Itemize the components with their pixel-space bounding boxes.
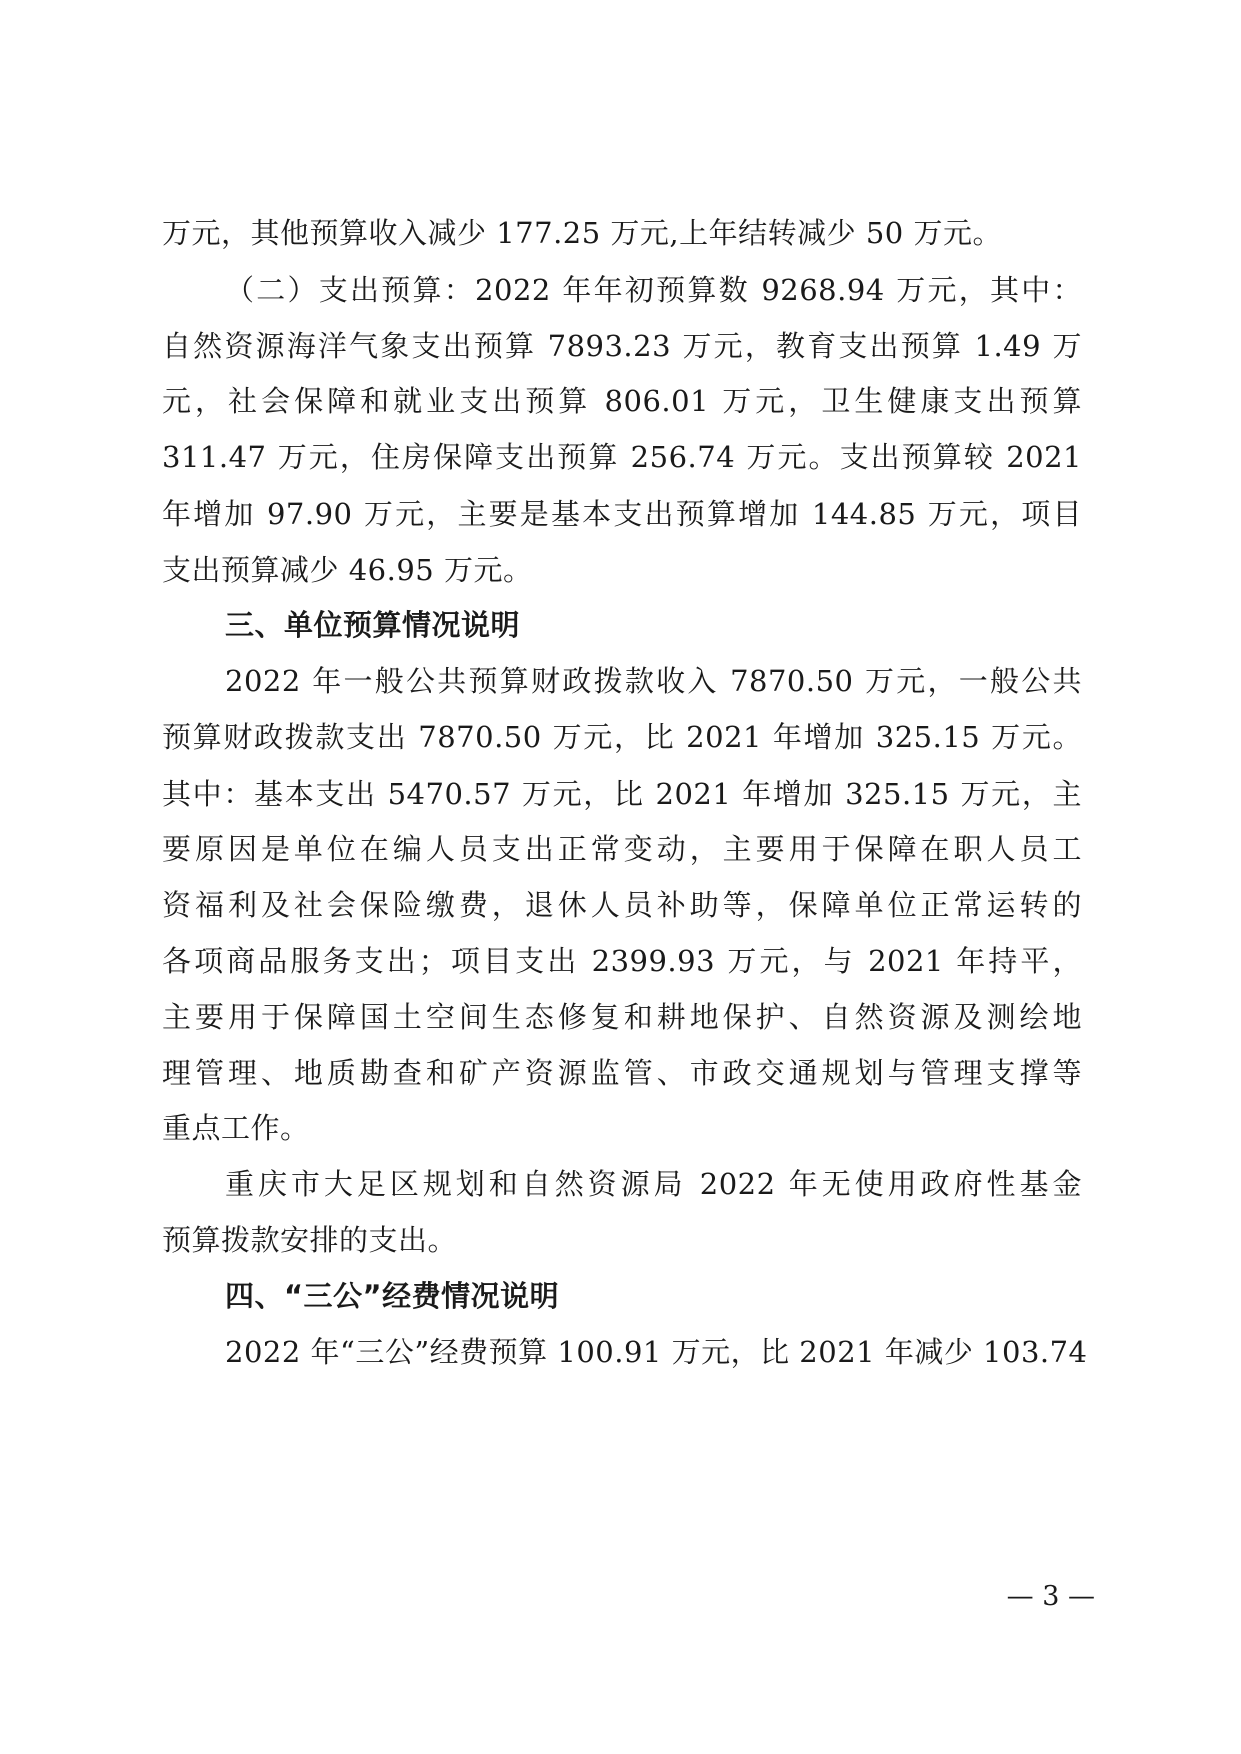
paragraph-line: 预算拨款安排的支出。 [162,1223,458,1257]
paragraph-line: 预算财政拨款支出 7870.50 万元，比 2021 年增加 325.15 万元。 [162,720,1082,754]
paragraph-line: （二）支出预算：2022 年年初预算数 9268.94 万元，其中： [225,273,1082,307]
paragraph-line: 要原因是单位在编人员支出正常变动，主要用于保障在职人员工 [162,832,1082,866]
paragraph-line: 理管理、地质勘查和矿产资源监管、市政交通规划与管理支撑等 [162,1056,1082,1090]
paragraph-line: 年增加 97.90 万元，主要是基本支出预算增加 144.85 万元，项目 [162,497,1082,531]
paragraph-line: 主要用于保障国土空间生态修复和耕地保护、自然资源及测绘地 [162,1000,1082,1034]
paragraph-line: 2022 年一般公共预算财政拨款收入 7870.50 万元，一般公共 [225,664,1082,698]
paragraph-line: 自然资源海洋气象支出预算 7893.23 万元，教育支出预算 1.49 万 [162,329,1082,363]
paragraph-line: 元，社会保障和就业支出预算 806.01 万元，卫生健康支出预算 [162,384,1082,418]
paragraph-line: 重点工作。 [162,1111,310,1145]
section-heading: 三、单位预算情况说明 [225,608,521,642]
paragraph-line: 2022 年“三公”经费预算 100.91 万元，比 2021 年减少 103.74 [225,1335,1088,1369]
paragraph-line: 各项商品服务支出；项目支出 2399.93 万元，与 2021 年持平， [162,944,1082,978]
paragraph-line: 资福利及社会保险缴费，退休人员补助等，保障单位正常运转的 [162,888,1082,922]
paragraph-line: 万元，其他预算收入减少 177.25 万元,上年结转减少 50 万元。 [162,216,1002,250]
page-number: — 3 — [1006,1581,1095,1612]
paragraph-line: 311.47 万元，住房保障支出预算 256.74 万元。支出预算较 2021 [162,440,1082,474]
paragraph-line: 支出预算减少 46.95 万元。 [162,553,533,587]
section-heading: 四、“三公”经费情况说明 [225,1279,560,1313]
paragraph-line: 重庆市大足区规划和自然资源局 2022 年无使用政府性基金 [225,1167,1082,1201]
paragraph-line: 其中：基本支出 5470.57 万元，比 2021 年增加 325.15 万元，主 [162,777,1082,811]
